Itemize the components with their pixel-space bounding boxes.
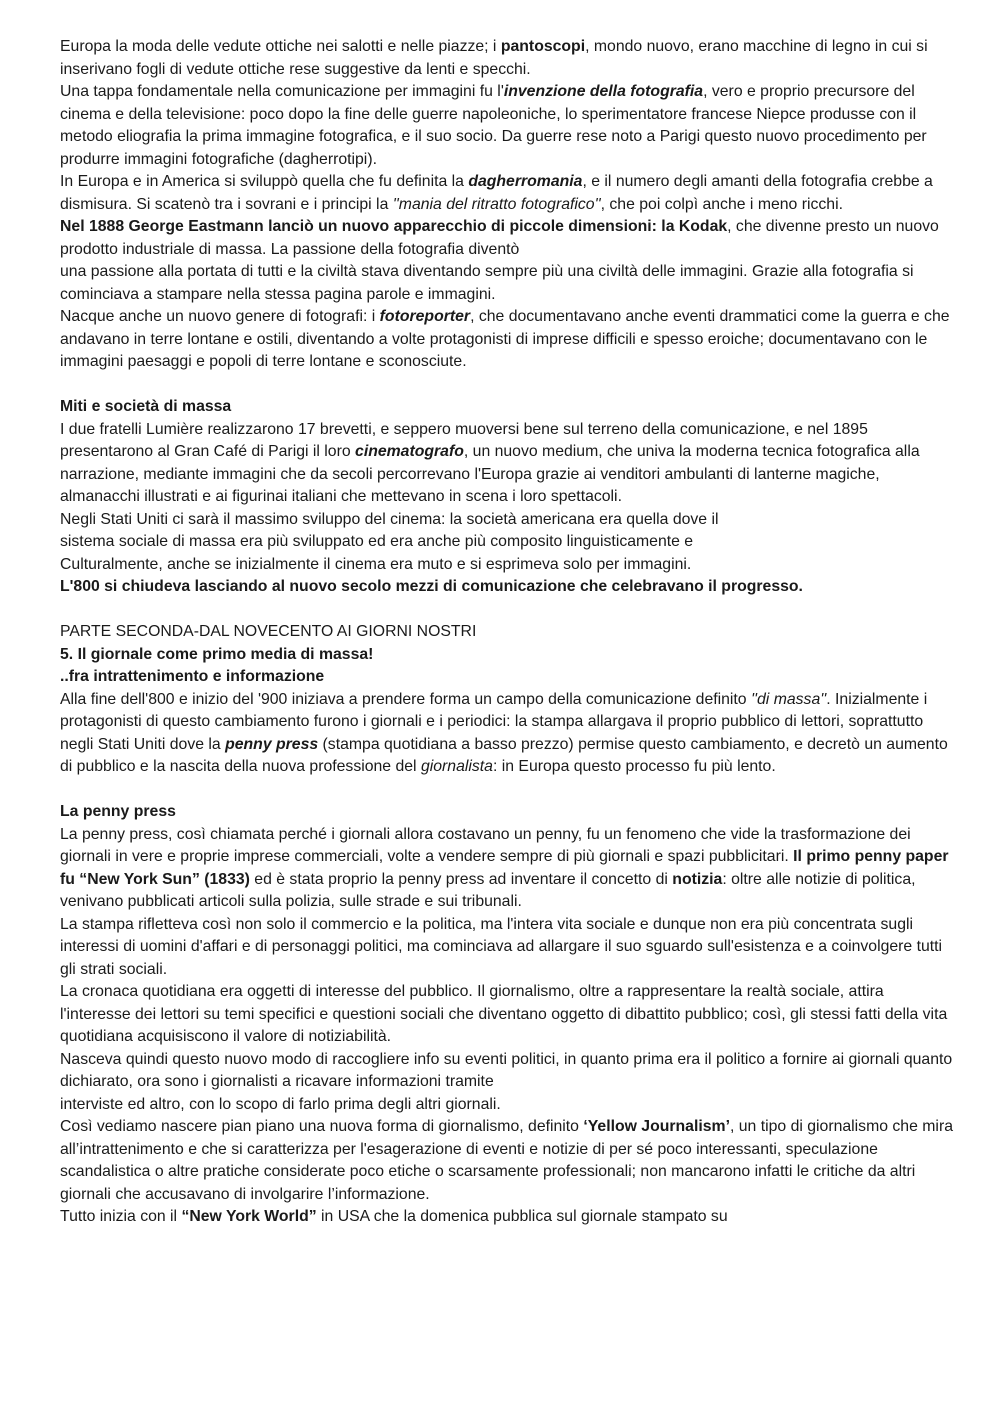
blank-line [60,599,955,622]
paragraph: I due fratelli Lumière realizzarono 17 brevetti, e seppero muoversi bene sul terreno della comunicazione, e nel 1895 presentarono al Gran Café di Parigi il loro cinematografo, un nuovo medium, che univa la moderna tecnica fotografica alla narrazione, mediante immagini che da secoli percorrevano l'Europa grazie ai venditori ambulanti di lanterne magiche, almanacchi illustrati e ai figurinai italiani che mettevano in scena i loro spettacoli. [60,420,920,505]
blank-line [60,374,955,397]
chapter-subtitle: ..fra intrattenimento e informazione [60,668,325,685]
paragraph: sistema sociale di massa era più sviluppato ed era anche più composito linguisticamente e [60,533,694,550]
paragraph: Negli Stati Uniti ci sarà il massimo sviluppo del cinema: la società americana era quella dove il [60,510,719,528]
section-heading: Miti e società di massa [60,398,232,415]
paragraph: Nasceva quindi questo nuovo modo di raccogliere info su eventi politici, in quanto prima era il politico a fornire ai giornali quanto dichiarato, ora sono i giornalisti a ricavare informazioni tramite [60,1050,953,1090]
blank-line [60,779,955,802]
section-heading: La penny press [60,803,176,820]
paragraph: La cronaca quotidiana era oggetti di interesse del pubblico. Il giornalismo, oltre a rappresentare la realtà sociale, attira l'interesse dei lettori su temi specifici e questioni sociali che diventano oggetto di dibattito pubblico; così, gli stessi fatti della vita quotidiana acquisiscono il valore di notiziabilità. [60,983,948,1045]
chapter-title: 5. Il giornale come primo media di massa! [60,645,374,663]
paragraph: una passione alla portata di tutti e la civiltà stava diventando sempre più una civiltà delle immagini. Grazie alla fotografia si cominciava a stampare nella stessa pagina parole e immagini. [60,263,914,303]
paragraph: La penny press, così chiamata perché i giornali allora costavano un penny, fu un fenomeno che vide la trasformazione dei giornali in vere e proprie imprese commerciali, volte a vendere sempre di più giornali e spazi pubblicitari. Il primo penny paper fu “New York Sun” (1833) ed è stata proprio la penny press ad inventare il concetto di notizia: oltre alle notizie di politica, venivano pubblicati articoli sulla polizia, sulle strade e sui tribunali. [60,825,949,910]
paragraph: La stampa rifletteva così non solo il commercio e la politica, ma l'intera vita sociale e dunque non era più concentrata sugli interessi di uomini d'affari e di personaggi politici, ma cominciava ad allargare il suo sguardo sull'esistenza e a coinvolgere tutti gli strati sociali. [60,915,943,978]
paragraph: Nacque anche un nuovo genere di fotografi: i fotoreporter, che documentavano anche eventi drammatici come la guerra e che andavano in terre lontane e ostili, diventando a volte protagonisti di imprese difficili e spesso eroiche; documentavano con le immagini paesaggi e popoli di terre lontane e sconosciute. [60,308,950,370]
paragraph: Alla fine dell'800 e inizio del '900 iniziava a prendere forma un campo della comunicazione definito ''di massa''. Inizialmente i protagonisti di questo cambiamento furono i giornali e i periodici: la stampa allargava il proprio pubblico di lettori, soprattutto negli Stati Uniti dove la penny press (stampa quotidiana a basso prezzo) permise questo cambiamento, e decretò un aumento di pubblico e la nascita della nuova professione del giornalista: in Europa questo processo fu più lento. [60,690,948,775]
paragraph: Così vediamo nascere pian piano una nuova forma di giornalismo, definito ‘Yellow Journalism’, un tipo di giornalismo che mira all’intrattenimento e che si caratterizza per l'esagerazione di eventi e notizie di per sé poco interessanti, speculazione scandalistica o altre pratiche considerate poco etiche o scarsamente professionali; non mancarono infatti le critiche da altri giornali che accusavano di involgarire l’informazione. [60,1118,953,1203]
paragraph: In Europa e in America si sviluppò quella che fu definita la dagherromania, e il numero degli amanti della fotografia crebbe a dismisura. Si scatenò tra i sovrani e i principi la ''mania del ritratto fotografico'', che poi colpì anche i meno ricchi. [60,173,933,213]
paragraph: interviste ed altro, con lo scopo di farlo prima degli altri giornali. [60,1095,501,1113]
paragraph: Europa la moda delle vedute ottiche nei salotti e nelle piazze; i pantoscopi, mondo nuovo, erano macchine di legno in cui si inserivano fogli di vedute ottiche rese suggestive da lenti e specchi. [60,38,928,78]
part-title: PARTE SECONDA-DAL NOVECENTO AI GIORNI NOSTRI [60,623,477,640]
paragraph: Tutto inizia con il “New York World” in USA che la domenica pubblica sul giornale stampato su [60,1208,728,1225]
paragraph: Culturalmente, anche se inizialmente il cinema era muto e si esprimeva solo per immagini. [60,555,692,573]
document-page [60,36,955,1229]
paragraph: Nel 1888 George Eastmann lanciò un nuovo apparecchio di piccole dimensioni: la Kodak, che divenne presto un nuovo prodotto industriale di massa. La passione della fotografia diventò [60,218,939,258]
paragraph: L'800 si chiudeva lasciando al nuovo secolo mezzi di comunicazione che celebravano il progresso. [60,578,803,595]
paragraph: Una tappa fondamentale nella comunicazione per immagini fu l'invenzione della fotografia, vero e proprio precursore del cinema e della televisione: poco dopo la fine delle guerre napoleoniche, lo sperimentatore francese Niepce produsse con il metodo eliografia la prima immagine fotografica, e il suo socio. Da guerre rese noto a Parigi questo nuovo procedimento per produrre immagini fotografiche (dagherrotipi). [60,83,927,168]
